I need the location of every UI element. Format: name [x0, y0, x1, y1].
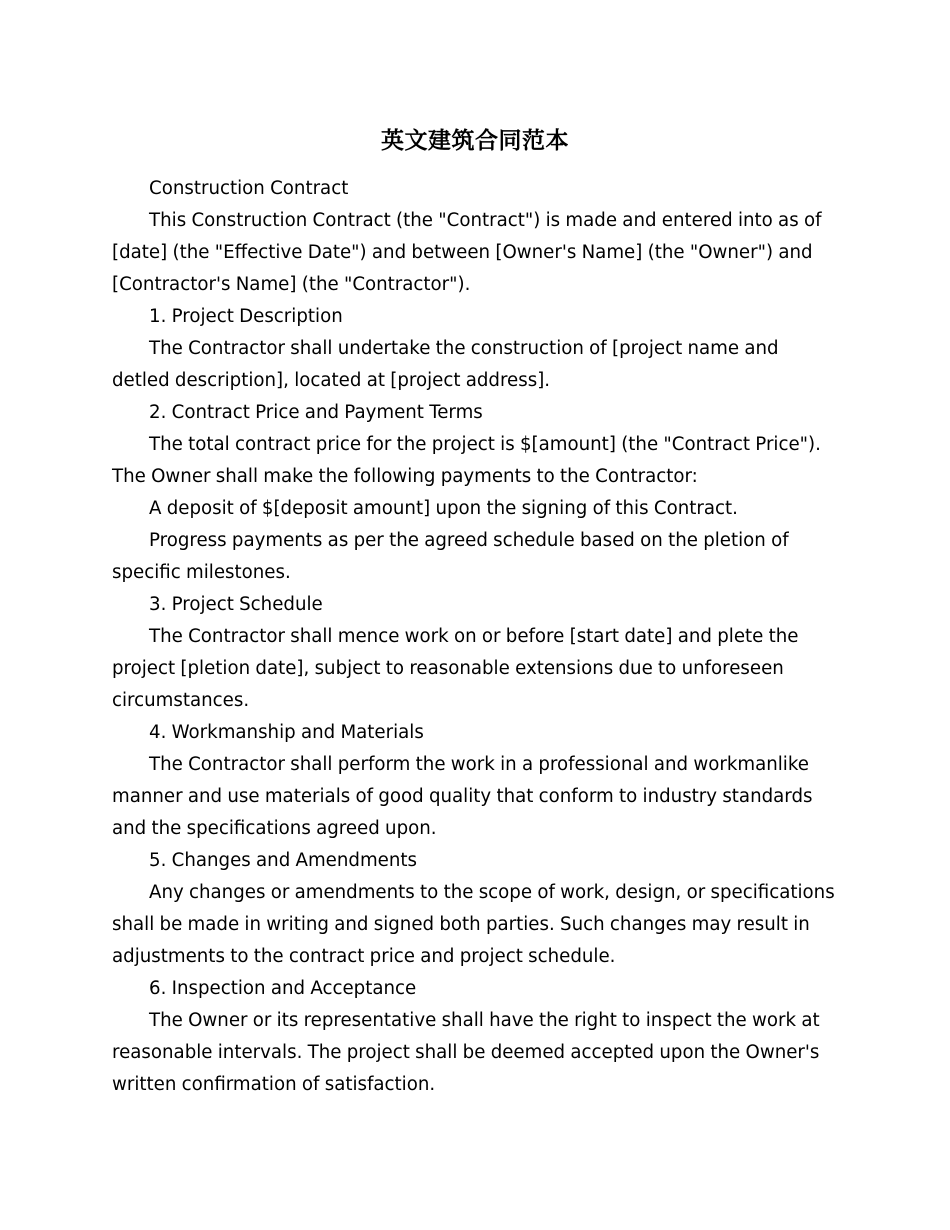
section-heading-price-payment: 2. Contract Price and Payment Terms [149, 402, 483, 423]
paragraph-contract-price: The total contract price for the project is $[amount] (the "Contract Price"). The Owner shall make the following payments to the Contractor: [112, 434, 821, 487]
paragraph-project-description: The Contractor shall undertake the construction of [project name and detled description], located at [project address]. [112, 338, 779, 391]
section-heading-project-description: 1. Project Description [149, 306, 343, 327]
section-heading-schedule: 3. Project Schedule [149, 594, 323, 615]
paragraph-progress-payments: Progress payments as per the agreed schedule based on the pletion of specific milestones. [112, 530, 789, 583]
document-title: 英文建筑合同范本 [381, 128, 569, 154]
section-heading-changes: 5. Changes and Amendments [149, 850, 417, 871]
paragraph-schedule: The Contractor shall mence work on or before [start date] and plete the project [pletion date], subject to reasonable extensions due to unforeseen circumstances. [112, 626, 799, 711]
document-body [112, 173, 840, 1101]
paragraph-changes: Any changes or amendments to the scope of work, design, or specifications shall be made in writing and signed both parties. Such changes may result in adjustments to the contract price and project schedule. [112, 882, 835, 967]
paragraph-workmanship: The Contractor shall perform the work in a professional and workmanlike manner and use materials of good quality that conform to industry standards and the specifications agreed upon. [112, 754, 813, 839]
section-heading-workmanship: 4. Workmanship and Materials [149, 722, 424, 743]
section-heading-inspection: 6. Inspection and Acceptance [149, 978, 417, 999]
contract-heading: Construction Contract [149, 178, 349, 199]
intro-paragraph: This Construction Contract (the "Contract") is made and entered into as of [date] (the "Effective Date") and between [Owner's Name] (the "Owner") and [Contractor's Name] (the "Contractor"). [112, 210, 822, 295]
paragraph-inspection: The Owner or its representative shall have the right to inspect the work at reasonable intervals. The project shall be deemed accepted upon the Owner's written confirmation of satisfaction. [112, 1010, 820, 1095]
paragraph-deposit: A deposit of $[deposit amount] upon the signing of this Contract. [149, 498, 738, 519]
